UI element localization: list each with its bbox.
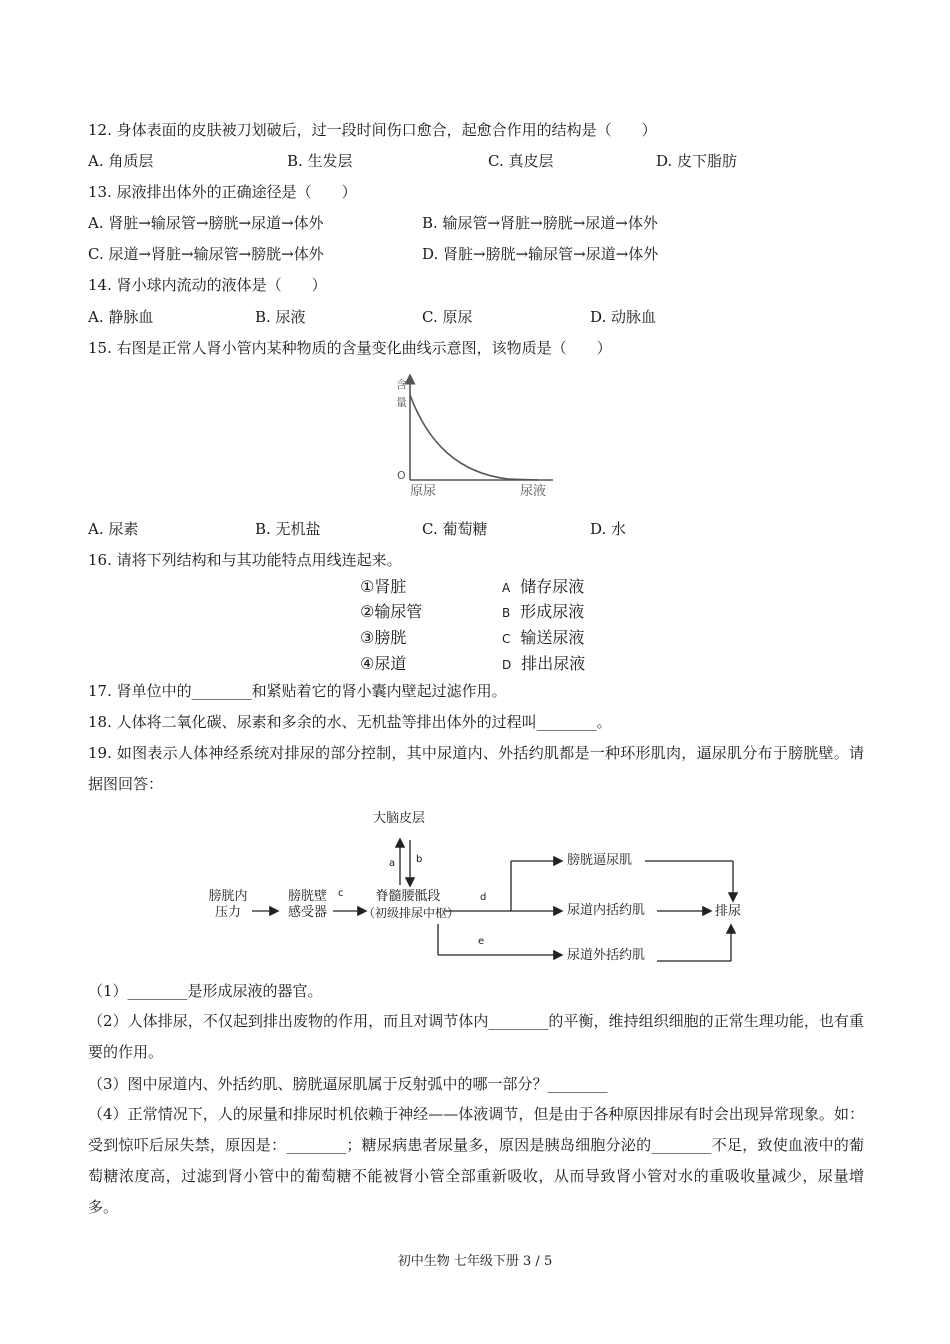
urine-content-graph [388, 373, 558, 508]
question-18: 18. 人体将二氧化碳、尿素和多余的水、无机盐等排出体外的过程叫________。 [88, 713, 612, 731]
q19-sub-4: （4）正常情况下，人的尿量和排尿时机依赖于神经——体液调节，但是由于各种原因排尿有时会出现异常现象。如：受到惊吓后尿失禁，原因是：________；糖尿病患者尿量多，原因是胰岛细胞分泌的________不足，致使血液中的葡萄糖浓度高，过滤到肾小管中的葡萄糖不能被肾小管全部重新吸收，从而导致肾小管对水的重吸收量减少，尿量增多。 [88, 1105, 864, 1216]
q16-structure-1: ①肾脏 [360, 577, 407, 596]
q13-option-c: C. 尿道→肾脏→输尿管→膀胱→体外 [88, 245, 324, 263]
question-16-stem: 16. 请将下列结构和与其功能特点用线连起来。 [88, 551, 402, 569]
q16-structure-2: ②输尿管 [360, 602, 423, 621]
q16-structure-4: ④尿道 [360, 654, 407, 673]
urination-control-diagram [195, 800, 765, 975]
q12-option-c: C. 真皮层 [488, 152, 554, 170]
q19-sub-3: （3）图中尿道内、外括约肌、膀胱逼尿肌属于反射弧中的哪一部分？________ [88, 1075, 608, 1093]
question-17: 17. 肾单位中的________和紧贴着它的肾小囊内壁起过滤作用。 [88, 682, 507, 700]
q13-option-b: B. 输尿管→肾脏→膀胱→尿道→体外 [422, 214, 658, 232]
q12-option-b: B. 生发层 [287, 152, 353, 170]
q15-option-d: D. 水 [590, 520, 627, 538]
q16-structure-3: ③膀胱 [360, 628, 407, 647]
label-urination: 排尿 [715, 904, 742, 919]
page-footer: 初中生物 七年级下册 3 / 5 [397, 1254, 553, 1269]
q15-option-a: A. 尿素 [88, 520, 139, 538]
label-external-sphincter: 尿道外括约肌 [567, 948, 646, 963]
label-pressure: 膀胱内 压力 [208, 889, 248, 920]
label-b: b [416, 854, 423, 865]
label-detrusor: 膀胱逼尿肌 [567, 853, 633, 868]
label-a: a [389, 858, 396, 869]
q14-option-b: B. 尿液 [255, 308, 306, 326]
graph-x-end: 尿液 [520, 484, 547, 499]
q12-option-a: A. 角质层 [88, 152, 154, 170]
label-internal-sphincter: 尿道内括约肌 [567, 903, 646, 918]
q14-option-c: C. 原尿 [422, 308, 473, 326]
q16-function-d: D 排出尿液 [502, 654, 586, 673]
q16-function-b: B 形成尿液 [502, 602, 585, 621]
q15-option-b: B. 无机盐 [255, 520, 321, 538]
label-d: d [480, 892, 487, 903]
label-c: c [338, 888, 344, 899]
graph-origin: O [397, 469, 406, 482]
label-cortex: 大脑皮层 [373, 811, 426, 826]
q16-function-c: C 输送尿液 [502, 628, 585, 647]
label-receptor: 膀胱壁 感受器 [287, 889, 327, 920]
question-13-stem: 13. 尿液排出体外的正确途径是（ ） [88, 183, 357, 201]
q12-option-d: D. 皮下脂肪 [656, 152, 738, 170]
diagram-svg [195, 800, 765, 975]
question-19-stem: 19. 如图表示人体神经系统对排尿的部分控制，其中尿道内、外括约肌都是一种环形肌肉，逼尿肌分布于膀胱壁。请据图回答： [88, 744, 864, 793]
graph-y-label-1: 含 [396, 378, 407, 391]
q19-sub-2: （2）人体排尿，不仅起到排出废物的作用，而且对调节体内________的平衡，维持组织细胞的正常生理功能，也有重要的作用。 [88, 1012, 864, 1061]
q16-function-a: A 储存尿液 [502, 577, 585, 596]
graph-y-label-2: 量 [396, 396, 407, 409]
label-spinal-center: 脊髓腰骶段 （初级排尿中枢） [363, 889, 460, 920]
q13-option-d: D. 肾脏→膀胱→输尿管→尿道→体外 [422, 245, 659, 263]
label-e: e [478, 936, 485, 947]
q14-option-a: A. 静脉血 [88, 308, 154, 326]
question-14-stem: 14. 肾小球内流动的液体是（ ） [88, 276, 327, 294]
question-12-stem: 12. 身体表面的皮肤被刀划破后，过一段时间伤口愈合，起愈合作用的结构是（ ） [88, 121, 657, 139]
question-15-stem: 15. 右图是正常人肾小管内某种物质的含量变化曲线示意图，该物质是（ ） [88, 339, 612, 357]
graph-x-start: 原尿 [410, 484, 437, 499]
q14-option-d: D. 动脉血 [590, 308, 657, 326]
q13-option-a: A. 肾脏→输尿管→膀胱→尿道→体外 [88, 214, 324, 232]
q19-sub-1: （1）________是形成尿液的器官。 [88, 982, 323, 1000]
q15-option-c: C. 葡萄糖 [422, 520, 488, 538]
graph-curve [410, 395, 538, 480]
